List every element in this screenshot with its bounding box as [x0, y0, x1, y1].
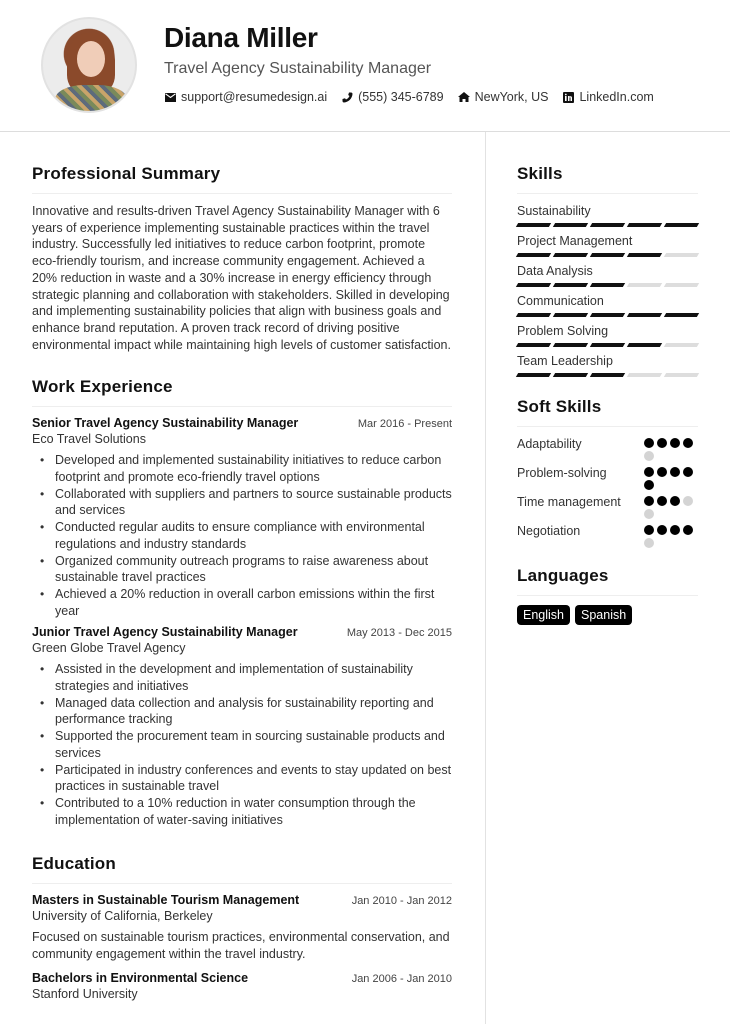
language-tag: Spanish — [575, 605, 632, 625]
degree-title: Bachelors in Environmental Science — [32, 970, 249, 985]
languages-heading: Languages — [517, 552, 698, 596]
bullet-item: • Achieved a 20% reduction in overall carbon emissions within the first year — [32, 586, 452, 619]
job-title: Junior Travel Agency Sustainability Manager — [32, 625, 298, 640]
skills-list — [517, 203, 698, 377]
bullet-item: • Managed data collection and analysis for sustainability reporting and performance tracking — [32, 695, 452, 728]
education-entry — [32, 893, 452, 962]
main-column — [32, 132, 452, 1003]
bullet-item: • Contributed to a 10% reduction in water consumption through the implementation of water-saving initiatives — [32, 795, 452, 828]
school-name: University of California, Berkeley — [32, 909, 213, 924]
soft-skill-name: Adaptability — [517, 437, 582, 451]
candidate-name: Diana Miller — [164, 22, 318, 53]
education-description: Focused on sustainable tourism practices, environmental conservation, and community engagement within the travel industry. — [32, 930, 450, 962]
skill-name: Data Analysis — [517, 264, 593, 278]
job-entry — [32, 416, 452, 619]
experience-heading: Work Experience — [32, 353, 452, 407]
skill-name: Sustainability — [517, 204, 591, 218]
linkedin-icon — [562, 91, 574, 103]
summary-heading: Professional Summary — [32, 132, 452, 194]
education-heading: Education — [32, 834, 452, 884]
job-company: Eco Travel Solutions — [32, 432, 146, 447]
education-entry — [32, 971, 452, 1003]
skill-name: Project Management — [517, 234, 633, 248]
skill-item — [517, 203, 698, 227]
bullet-item: • Conducted regular audits to ensure compliance with environmental regulations and industry standards — [32, 519, 452, 552]
bullet-item: • Participated in industry conferences and events to stay updated on best practices in sustainable travel — [32, 762, 452, 795]
skill-level-bar — [517, 283, 698, 287]
contact-list — [164, 90, 654, 104]
languages-section — [517, 552, 698, 625]
degree-title: Masters in Sustainable Tourism Management — [32, 893, 300, 908]
skill-item — [517, 323, 698, 347]
education-dates: Jan 2010 - Jan 2012 — [351, 895, 452, 908]
contact-phone[interactable]: (555) 345-6789 — [341, 90, 443, 104]
summary-section — [32, 132, 452, 353]
home-icon — [458, 91, 470, 103]
skills-section — [517, 132, 698, 377]
job-bullets — [32, 661, 452, 828]
candidate-title: Travel Agency Sustainability Manager — [164, 60, 432, 77]
profile-photo — [41, 17, 137, 113]
skill-level-bar — [517, 253, 698, 257]
skill-name: Team Leadership — [517, 354, 613, 368]
soft-skill-rating — [644, 523, 698, 548]
job-bullets — [32, 452, 452, 619]
skills-heading: Skills — [517, 132, 698, 194]
summary-text: Innovative and results-driven Travel Agency Sustainability Manager with 6 years of experience implementing sustainable practices within the travel industry. Successfully led initiatives to reduce carbon footprint, promote eco-friendly tourism, and increase community engagement. Achieved a 20% reduction in waste and a 30% increase in energy efficiency through strategic planning and collaboration with stakeholders. Skilled in developing and implementing sustainability policies that align with business goals and enhance brand reputation. A proven track record of driving positive environmental impact while maintaining high levels of customer satisfaction. — [32, 204, 451, 352]
soft-skill-item — [517, 465, 698, 490]
job-entry — [32, 625, 452, 828]
soft-skill-item — [517, 494, 698, 519]
job-dates: May 2013 - Dec 2015 — [346, 627, 452, 640]
soft-skill-rating — [644, 465, 698, 490]
contact-email[interactable]: support@resumedesign.ai — [164, 90, 327, 104]
sidebar-column — [517, 132, 698, 625]
skill-level-bar — [517, 343, 698, 347]
bullet-item: • Organized community outreach programs to raise awareness about sustainable travel practices — [32, 553, 452, 586]
skill-item — [517, 233, 698, 257]
experience-section — [32, 353, 452, 828]
skill-item — [517, 353, 698, 377]
soft-skill-item — [517, 523, 698, 548]
skill-level-bar — [517, 223, 698, 227]
skill-level-bar — [517, 313, 698, 317]
contact-linkedin[interactable]: LinkedIn.com — [562, 90, 653, 104]
soft-skills-section — [517, 383, 698, 548]
skill-item — [517, 293, 698, 317]
bullet-item: • Developed and implemented sustainability initiatives to reduce carbon footprint and promote eco-friendly travel options — [32, 452, 452, 485]
bullet-item: • Collaborated with suppliers and partners to source sustainable products and services — [32, 486, 452, 519]
skill-name: Problem Solving — [517, 324, 609, 338]
soft-skill-rating — [644, 494, 698, 519]
language-tag: English — [517, 605, 570, 625]
soft-skill-name: Negotiation — [517, 524, 581, 538]
job-company: Green Globe Travel Agency — [32, 641, 186, 656]
languages-list — [517, 605, 698, 625]
bullet-item: • Supported the procurement team in sourcing sustainable products and services — [32, 728, 452, 761]
soft-skills-heading: Soft Skills — [517, 383, 698, 427]
job-dates: Mar 2016 - Present — [357, 418, 452, 431]
skill-item — [517, 263, 698, 287]
skill-name: Communication — [517, 294, 604, 308]
job-title: Senior Travel Agency Sustainability Manager — [32, 416, 299, 431]
soft-skills-list — [517, 436, 698, 548]
contact-location: NewYork, US — [458, 90, 549, 104]
phone-icon — [341, 91, 353, 103]
education-dates: Jan 2006 - Jan 2010 — [351, 972, 452, 985]
soft-skill-name: Time management — [517, 495, 621, 509]
bullet-item: • Assisted in the development and implementation of sustainability strategies and initiatives — [32, 661, 452, 694]
column-divider — [485, 132, 486, 1024]
resume-header — [0, 0, 730, 132]
school-name: Stanford University — [32, 986, 138, 1001]
education-section — [32, 834, 452, 1002]
envelope-icon — [164, 91, 176, 103]
soft-skill-name: Problem-solving — [517, 466, 607, 480]
skill-level-bar — [517, 373, 698, 377]
soft-skill-rating — [644, 436, 698, 461]
soft-skill-item — [517, 436, 698, 461]
